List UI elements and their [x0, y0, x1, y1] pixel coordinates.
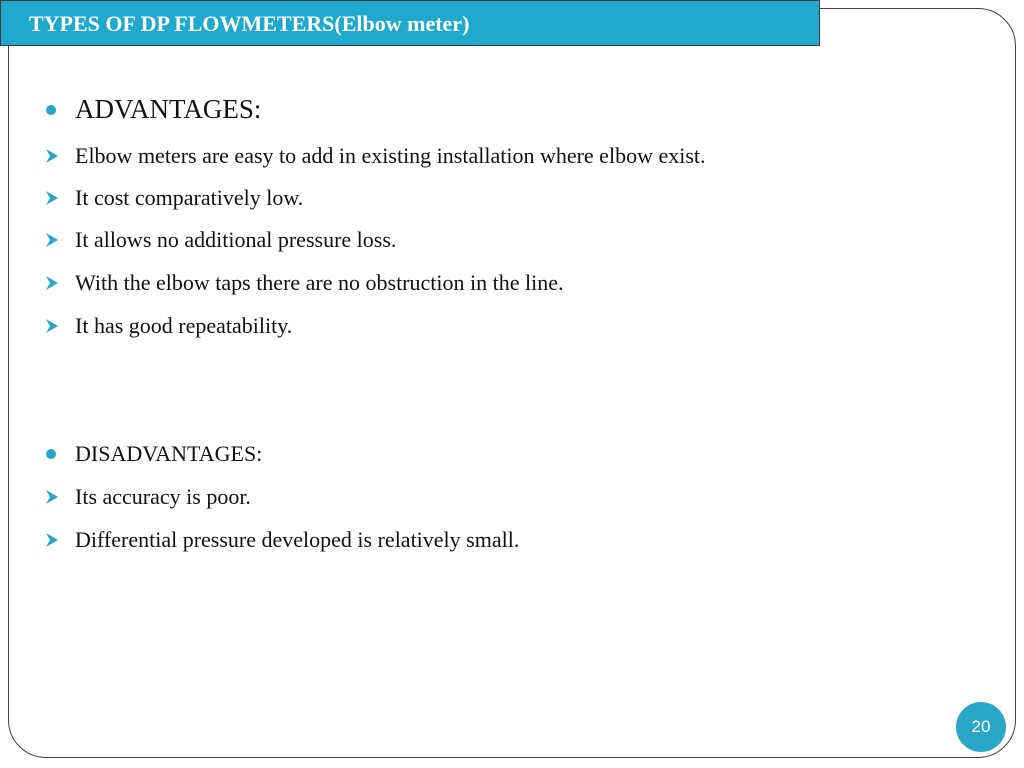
disadvantage-item-2: Differential pressure developed is relatively small. [75, 527, 520, 552]
arrowhead-bullet-icon [44, 531, 60, 549]
disadvantages-heading: DISADVANTAGES: [75, 441, 263, 466]
disadvantage-item-1: Its accuracy is poor. [75, 484, 251, 509]
list-item [44, 143, 706, 169]
arrowhead-bullet-icon [44, 231, 60, 249]
page-number: 20 [971, 717, 991, 736]
circle-bullet-icon [46, 105, 56, 115]
list-item [44, 313, 292, 339]
arrowhead-bullet-icon [44, 317, 60, 335]
page-number-badge [956, 702, 1006, 752]
advantage-item-3: It allows no additional pressure loss. [75, 227, 397, 252]
arrowhead-bullet-icon [44, 488, 60, 506]
advantages-heading-row [44, 94, 261, 125]
advantage-item-5: It has good repeatability. [75, 313, 293, 338]
slide-title: TYPES OF DP FLOWMETERS(Elbow meter) [29, 11, 470, 36]
advantage-item-1: Elbow meters are easy to add in existing installation where elbow exist. [75, 143, 706, 168]
list-item [44, 227, 396, 253]
advantage-item-4: With the elbow taps there are no obstruction in the line. [75, 270, 564, 295]
title-bar [0, 0, 820, 46]
advantage-item-2: It cost comparatively low. [75, 185, 304, 210]
arrowhead-bullet-icon [44, 189, 60, 207]
arrowhead-bullet-icon [44, 274, 60, 292]
disadvantages-heading-row [44, 441, 262, 467]
circle-bullet-icon [46, 449, 56, 459]
list-item [44, 484, 251, 510]
list-item [44, 185, 303, 211]
list-item [44, 527, 519, 553]
arrowhead-bullet-icon [44, 147, 60, 165]
list-item [44, 270, 563, 296]
advantages-heading: ADVANTAGES: [75, 94, 262, 124]
